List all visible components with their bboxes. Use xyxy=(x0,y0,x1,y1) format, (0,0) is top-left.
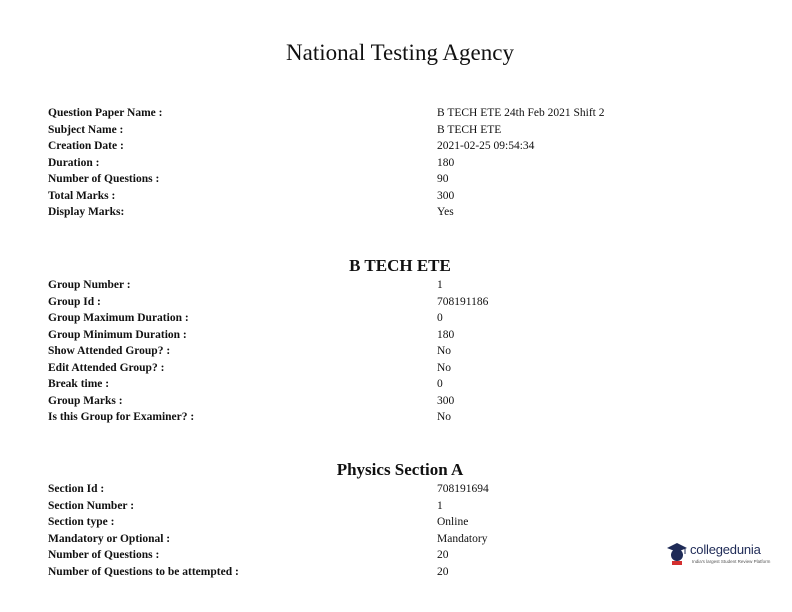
field-label: Show Attended Group? : xyxy=(48,345,171,357)
field-label: Creation Date : xyxy=(48,140,124,152)
field-label: Number of Questions to be attempted : xyxy=(48,565,239,578)
info-row xyxy=(48,171,648,188)
field-value: B TECH ETE 24th Feb 2021 Shift 2 xyxy=(437,107,605,119)
info-row xyxy=(48,294,648,311)
info-row xyxy=(48,564,648,581)
field-value: Yes xyxy=(437,206,454,218)
section-heading: Physics Section A xyxy=(336,460,464,479)
info-row xyxy=(48,393,648,410)
info-row xyxy=(48,376,648,393)
graduate-cap-icon xyxy=(666,541,688,565)
field-value: 0 xyxy=(437,312,443,324)
field-value: 708191694 xyxy=(437,483,489,495)
info-row xyxy=(48,138,648,155)
info-row xyxy=(48,327,648,344)
field-value: 180 xyxy=(437,156,455,169)
field-value: 1 xyxy=(437,499,443,512)
field-value: 20 xyxy=(437,565,449,578)
field-value: 300 xyxy=(437,394,455,407)
field-label: Question Paper Name : xyxy=(48,107,163,119)
info-row xyxy=(48,498,648,515)
field-label: Group Number : xyxy=(48,279,131,291)
paper-info-list xyxy=(48,105,648,221)
field-label: Section type : xyxy=(48,516,115,528)
logo-tagline: India's largest Student Review Platform xyxy=(692,559,771,564)
field-label: Mandatory or Optional : xyxy=(48,532,171,545)
field-value: 0 xyxy=(437,378,443,390)
info-row xyxy=(48,122,648,139)
info-row xyxy=(48,360,648,377)
field-value: 1 xyxy=(437,279,443,291)
field-value: 180 xyxy=(437,328,455,341)
field-value: B TECH ETE xyxy=(437,123,502,136)
info-row xyxy=(48,105,648,122)
field-value: No xyxy=(437,411,452,423)
field-label: Group Marks : xyxy=(48,394,123,407)
field-value: No xyxy=(437,345,452,357)
info-row xyxy=(48,481,648,498)
info-row xyxy=(48,188,648,205)
field-label: Number of Questions : xyxy=(48,549,160,561)
field-label: Duration : xyxy=(48,156,100,169)
info-row xyxy=(48,409,648,426)
field-value: 300 xyxy=(437,189,455,202)
collegedunia-watermark xyxy=(666,539,776,569)
field-label: Group Maximum Duration : xyxy=(48,312,189,324)
field-value: 2021-02-25 09:54:34 xyxy=(437,140,535,152)
info-row xyxy=(48,343,648,360)
page-title: National Testing Agency xyxy=(286,40,514,65)
field-label: Display Marks: xyxy=(48,206,125,218)
field-value: Mandatory xyxy=(437,532,488,545)
logo-name: collegedunia xyxy=(690,542,761,557)
field-label: Group Id : xyxy=(48,295,101,308)
field-label: Edit Attended Group? : xyxy=(48,361,165,374)
field-value: 20 xyxy=(437,549,449,561)
field-value: 708191186 xyxy=(437,295,489,308)
info-row xyxy=(48,310,648,327)
field-label: Subject Name : xyxy=(48,123,124,136)
info-row xyxy=(48,531,648,548)
info-row xyxy=(48,155,648,172)
field-value: No xyxy=(437,361,452,374)
field-label: Is this Group for Examiner? : xyxy=(48,411,195,423)
field-label: Section Number : xyxy=(48,499,135,512)
field-label: Number of Questions : xyxy=(48,173,160,185)
info-row xyxy=(48,204,648,221)
field-label: Group Minimum Duration : xyxy=(48,328,187,341)
group-heading: B TECH ETE xyxy=(349,256,451,275)
field-value: Online xyxy=(437,516,469,528)
info-row xyxy=(48,514,648,531)
group-info-list xyxy=(48,277,648,426)
field-label: Section Id : xyxy=(48,483,105,495)
field-value: 90 xyxy=(437,173,449,185)
field-label: Break time : xyxy=(48,378,110,390)
section-info-list xyxy=(48,481,648,580)
info-row xyxy=(48,277,648,294)
field-label: Total Marks : xyxy=(48,189,116,202)
info-row xyxy=(48,547,648,564)
